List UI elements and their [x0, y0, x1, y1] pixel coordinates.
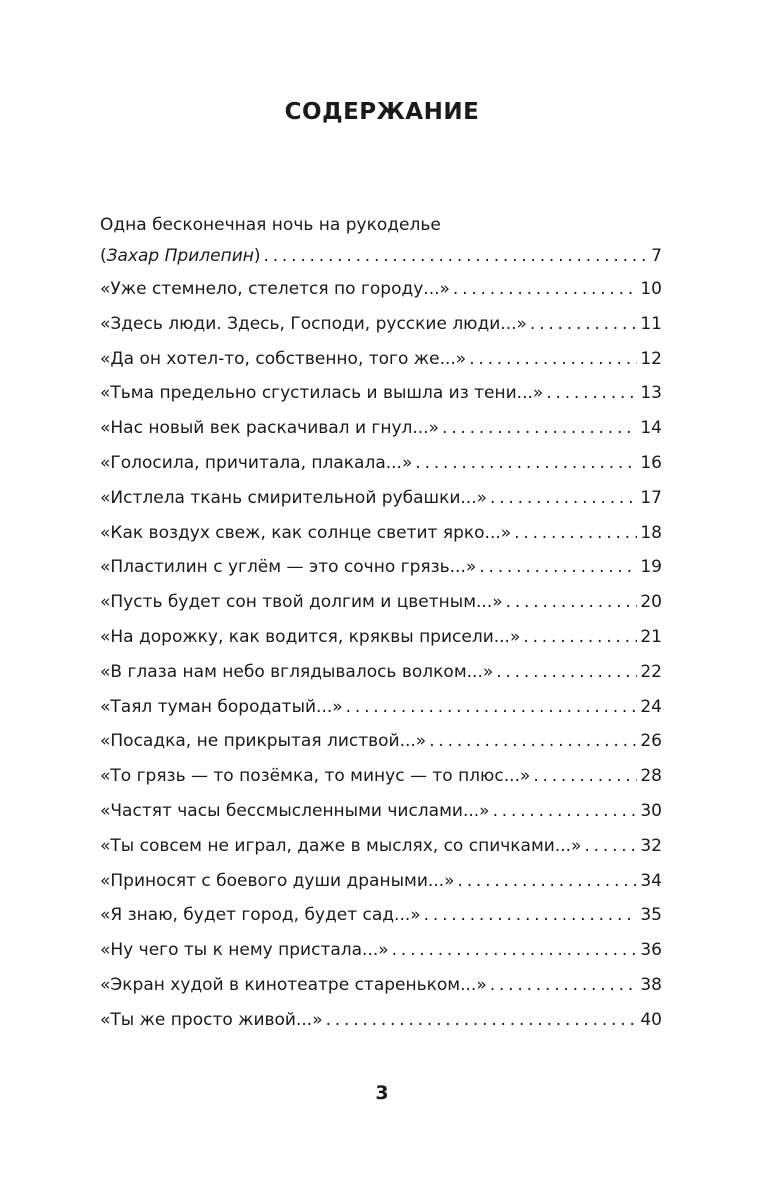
toc-entry-title: «Нас новый век раскачивал и гнул...» [100, 418, 439, 439]
dot-leader [429, 724, 637, 759]
dot-leader [442, 411, 637, 446]
toc-entries [100, 272, 662, 1038]
toc-page-number: 17 [640, 487, 662, 508]
toc-entry-title: «Экран худой в кинотеатре стареньком...» [100, 974, 487, 995]
toc-entry-title: «Я знаю, будет город, будет сад...» [100, 905, 421, 926]
toc-entry-title: «Да он хотел-то, собственно, того же...» [100, 348, 467, 369]
toc-page-number: 10 [640, 279, 662, 299]
toc-page-number: 16 [640, 452, 662, 473]
dot-leader [424, 898, 638, 933]
toc-entry[interactable] [100, 550, 662, 585]
dot-leader [479, 550, 637, 585]
table-of-contents [100, 210, 662, 1038]
toc-entry-title: «Пусть будет сон твой долгим и цветным...» [100, 592, 503, 613]
dot-leader [392, 933, 638, 968]
dot-leader [457, 864, 637, 899]
toc-intro-author: Захар Прилепин [106, 246, 254, 266]
toc-entry[interactable] [100, 655, 662, 690]
toc-page-number: 13 [640, 383, 662, 404]
toc-entry-title: «На дорожку, как водится, кряквы присели...» [100, 626, 521, 647]
toc-page-number: 18 [640, 522, 662, 543]
dot-leader [496, 655, 637, 690]
toc-entry[interactable] [100, 690, 662, 725]
page-number: 3 [375, 1082, 389, 1104]
toc-entry-title: «Уже стемнело, стелется по городу...» [100, 279, 450, 299]
dot-leader [469, 342, 637, 377]
toc-entry[interactable] [100, 898, 662, 933]
toc-page-number: 32 [640, 835, 662, 856]
dot-leader [346, 690, 638, 725]
dot-leader [415, 446, 637, 481]
toc-entry[interactable] [100, 724, 662, 759]
toc-entry-title: «Ты совсем не играл, даже в мыслях, со спичками...» [100, 835, 582, 856]
toc-entry[interactable] [100, 829, 662, 864]
toc-entry[interactable] [100, 376, 662, 411]
toc-page-number: 38 [640, 974, 662, 995]
toc-page-number: 19 [640, 557, 662, 578]
toc-entry-title: «То грязь — то позёмка, то минус — то плюс...» [100, 766, 531, 787]
toc-entry-title: «Частят часы бессмысленными числами...» [100, 800, 490, 821]
toc-page-number: 14 [640, 418, 662, 439]
toc-page-number: 7 [651, 246, 662, 266]
toc-entry-title: «Тьма предельно сгустилась и вышла из тени...» [100, 383, 544, 404]
toc-page-number: 34 [640, 870, 662, 891]
dot-leader [584, 829, 637, 864]
dot-leader [326, 1003, 638, 1038]
toc-entry[interactable] [100, 794, 662, 829]
toc-entry[interactable] [100, 307, 662, 342]
dot-leader [514, 516, 637, 551]
dot-leader [506, 585, 638, 620]
toc-entry-title: «В глаза нам небо вглядывалось волком...» [100, 661, 494, 682]
toc-page-number: 21 [640, 626, 662, 647]
toc-entry[interactable] [100, 620, 662, 655]
toc-entry-title: «Ты же просто живой...» [100, 1009, 323, 1030]
toc-entry[interactable] [100, 446, 662, 481]
toc-page-number: 35 [640, 905, 662, 926]
toc-entry-title: «Как воздух свеж, как солнце светит ярко...» [100, 522, 512, 543]
toc-intro-author-line: (Захар Прилепин) [100, 246, 261, 266]
dot-leader [453, 272, 637, 307]
toc-page-number: 20 [640, 592, 662, 613]
toc-page-number: 26 [640, 731, 662, 752]
toc-entry[interactable] [100, 342, 662, 377]
toc-entry-title: «Таял туман бородатый...» [100, 696, 343, 717]
dot-leader [493, 794, 638, 829]
toc-entry[interactable] [100, 516, 662, 551]
toc-intro-row[interactable] [100, 241, 662, 272]
toc-page-number: 11 [640, 313, 662, 334]
dot-leader [523, 620, 637, 655]
dot-leader [490, 481, 637, 516]
toc-page-number: 28 [640, 766, 662, 787]
toc-page-number: 30 [640, 800, 662, 821]
dot-leader [533, 759, 637, 794]
toc-page-number: 12 [640, 348, 662, 369]
page-title: СОДЕРЖАНИЕ [284, 99, 480, 125]
toc-entry[interactable] [100, 968, 662, 1003]
toc-page-number: 40 [640, 1009, 662, 1030]
toc-page-number: 36 [640, 940, 662, 961]
toc-entry[interactable] [100, 1003, 662, 1038]
toc-page-number: 22 [640, 661, 662, 682]
dot-leader [546, 376, 637, 411]
toc-entry-title: «Ну чего ты к нему пристала...» [100, 940, 389, 961]
toc-intro-title: Одна бесконечная ночь на рукоделье [100, 215, 441, 235]
toc-entry-title: «Посадка, не прикрытая листвой...» [100, 731, 427, 752]
toc-entry[interactable] [100, 272, 662, 307]
toc-entry[interactable] [100, 411, 662, 446]
toc-page-number: 24 [640, 696, 662, 717]
toc-entry[interactable] [100, 481, 662, 516]
toc-entry-title: «Пластилин с углём — это сочно грязь...» [100, 557, 477, 578]
toc-entry-title: «Голосила, причитала, плакала...» [100, 452, 413, 473]
toc-entry[interactable] [100, 864, 662, 899]
dot-leader [530, 307, 637, 342]
dot-leader [490, 968, 638, 1003]
dot-leader [264, 241, 649, 272]
toc-entry-title: «Приносят с боевого души драными...» [100, 870, 455, 891]
toc-entry-title: «Здесь люди. Здесь, Господи, русские люди...» [100, 313, 527, 334]
toc-entry[interactable] [100, 759, 662, 794]
toc-entry[interactable] [100, 585, 662, 620]
toc-entry[interactable] [100, 933, 662, 968]
toc-entry-title: «Истлела ткань смирительной рубашки...» [100, 487, 488, 508]
